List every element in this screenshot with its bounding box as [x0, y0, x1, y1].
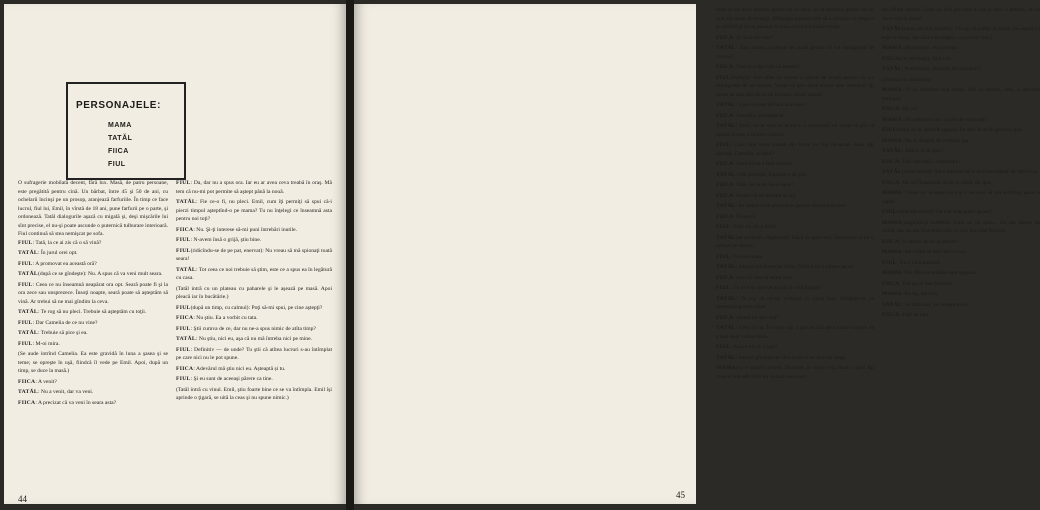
dialogue-text: : Mă priveşte. Înapoiat e să ştiu. [735, 171, 808, 178]
speaker-name: FIUL [176, 180, 191, 186]
speaker-name: FIUL [176, 346, 191, 353]
speaker-name: FIICA [716, 192, 734, 199]
speaker-name: TATĂL [716, 102, 736, 108]
speaker-name: TATĂL [176, 336, 196, 342]
dialogue-text: : Poftă bună. (Pauză). Nu mănânci? [901, 66, 982, 72]
speaker-name: FIICA [176, 226, 194, 233]
dialogue-line [18, 378, 168, 387]
stage-direction: O sufragerie mobilată decent, fără lux. Masă, de patru persoane, este pregătită pentru cină. Un bărbat, între 45 şi 50 de ani, cu ochelarii încinşi pe un prosop, aranjează farfuriile. În timp ce face lucrul, fiul lui, Emil, în vîrstă de 18 ani, pune farfurii pe o parte, şi ordonează. Tatăl dialogurile aşază cu migală şi, deşi mişcările lui sînt precise, el nu-şi poate ascunde o puternică tulburare interioară. Fiul continuă să stea nemişcat pe sofa. [18, 180, 168, 237]
dialogue-text: (după ce îşi aprinde ţigara): Eu ştiu ce ai de gînd să spui. [896, 127, 1024, 133]
dialogue-text: (dînd din umeri): Ce s-ar mai putea spune? [896, 209, 993, 215]
dialogue-line [882, 168, 1040, 177]
dialogue-line [882, 179, 1040, 188]
dialogue-text: (Tatăl intră cu un plateau cu paharele şi le aşează pe masă. Apoi pleacă iar în bucătărie.) [176, 285, 332, 300]
speaker-name: FIICA [716, 182, 734, 188]
dialogue-line [176, 335, 332, 344]
left-page-column-1 [18, 179, 168, 487]
speaker-name: MAMA [882, 291, 902, 297]
speaker-name: FIUL [176, 325, 191, 332]
speaker-name: TATĂL [176, 266, 196, 273]
speaker-name: FIICA [882, 158, 900, 165]
dialogue-line [716, 284, 874, 293]
dialogue-text: (pune cel mai dreptul): Vă rog să poftiţi la masă. (Se aşază cu toţii la masă, dar fără convingere, cu priviri fixe.) [882, 26, 1040, 41]
dialogue-line [176, 365, 332, 374]
dialogue-text: : Nu. Mă-am stabilit asta singură. [901, 270, 977, 276]
dialogue-text: : Cine ţi-a dat voie să întrebi? [733, 64, 800, 70]
dialogue-line [882, 280, 1040, 289]
dialogue-line [18, 239, 168, 248]
dialogue-line [882, 290, 1040, 299]
dialogue-text: : Adică ce să spui? [901, 148, 944, 154]
dialogue-text: (către mama): Nu e necesar să te dezvinovăţeşti de faţă cu ei. [901, 169, 1039, 175]
dialogue-text: : Nu ştiu, nici eu, aşa că nu mă întreba nici pe mine. [195, 336, 312, 342]
dialogue-line [716, 202, 874, 211]
dialogue-line [176, 266, 332, 283]
dialogue-line [716, 343, 874, 352]
dialogue-text: : Emil, ce-ai spus tu acum e o minciună; eu vreau să ştii că mama ta este o femeie cinstită. [716, 123, 874, 138]
dialogue-text: : Nu aşteptăm nici un fel de explicaţii. [901, 116, 988, 123]
cast-list-title: PERSONAJELE: [76, 100, 161, 111]
speaker-name: TATĂL [716, 264, 736, 270]
dialogue-line [176, 247, 332, 264]
dialogue-text: : Tata, mama a plecat de acasă pentru că s-a îndrăgostit de cineva? [716, 45, 874, 60]
dialogue-line [716, 6, 874, 32]
dialogue-line [716, 295, 874, 312]
dialogue-line [176, 314, 332, 323]
dialogue-text: (Se aude intrînd Camelia. Ea este gravidă în luna a şasea şi se teme; se opreşte în uşă, fiindcă îl vede pe Emil. Apoi, după un timp, se duce la masă.) [18, 351, 168, 374]
speaker-name: FIUL [716, 253, 731, 260]
speaker-name: FIUL [18, 281, 33, 288]
cast-member: FIUL [108, 161, 126, 168]
speaker-name: TATĂL [716, 234, 736, 241]
dialogue-text: : Nu ai dreptul să vorbeşti aşa. [901, 137, 970, 144]
dialogue-line [882, 6, 1040, 23]
dialogue-text: : Nu. Şi-ţi interese să-mi puni întrebări inutile. [193, 226, 297, 233]
cast-list-box [66, 82, 186, 180]
speaker-name: FIUL [176, 237, 191, 243]
dialogue-text: : Şi eu sunt de aceeaşi părere ca tine. [190, 376, 273, 382]
dialogue-line [882, 311, 1040, 320]
dialogue-line [882, 189, 1040, 206]
dialogue-line [18, 319, 168, 328]
right-page-column-1 [716, 6, 874, 486]
dialogue-line [716, 263, 874, 272]
dialogue-line [18, 350, 168, 376]
dialogue-text: : Nu mă doare. [730, 253, 764, 260]
dialogue-text: : A venit? [35, 378, 57, 385]
dialogue-line [716, 63, 874, 72]
dialogue-line [18, 281, 168, 307]
dialogue-line [716, 122, 874, 139]
dialogue-text: : De ce? [899, 106, 918, 112]
speaker-name: TATĂL [716, 354, 736, 361]
dialogue-line [716, 160, 874, 169]
dialogue-line [882, 158, 1040, 167]
dialogue-text: : Da, dar nu a spus ora. Iar eu ar avea ceva treabă în oraş. Mă tem că nu-mi pot permite să aştept până la nouă. [176, 180, 332, 195]
left-page-column-2 [176, 179, 332, 487]
dialogue-line [716, 44, 874, 61]
speaker-name: MAMA [882, 219, 902, 226]
speaker-name: FIUL [176, 376, 191, 382]
speaker-name: FIUL [18, 340, 33, 347]
cast-member: MAMA [108, 122, 132, 129]
dialogue-text: (se gîndeşte, îngrijorat): Dacă ai spus asta, înseamnă că nu o iubeşti pe mama. [716, 234, 874, 249]
page-number-left: 44 [18, 494, 27, 504]
speaker-name: FIICA [176, 365, 194, 372]
speaker-name: TATĂL [176, 199, 196, 205]
dialogue-text: (ridicîndu-se de pe pat, enervat): Nu vreau să mă spionaţi toată seara! [176, 247, 332, 262]
dialogue-line [882, 147, 1040, 156]
page-number-right: 45 [676, 490, 685, 500]
dialogue-text: : În jurul orei opt. [37, 250, 78, 256]
dialogue-line [176, 179, 332, 196]
dialogue-text: : M-oi mira. [32, 340, 60, 347]
speaker-name: TATĂL [18, 330, 38, 336]
dialogue-line [716, 112, 874, 121]
dialogue-text: : Şi dacă nu vine? [733, 34, 774, 41]
speaker-name: FIICA [18, 378, 36, 385]
speaker-name: MAMA [716, 365, 736, 371]
speaker-name: TATĂL [716, 325, 736, 331]
speaker-name: FIUL [716, 142, 731, 148]
dialogue-line [176, 236, 332, 245]
dialogue-text: : Mulţumesc, eu nu beau. [901, 45, 959, 51]
dialogue-line [716, 74, 874, 100]
speaker-name: TATĂL [716, 123, 736, 129]
dialogue-line [716, 171, 874, 180]
speaker-name: FIUL [716, 74, 731, 81]
dialogue-text: : Tată, de ce nu ne-ai spus? [733, 182, 794, 188]
speaker-name: FIUL [716, 224, 731, 230]
dialogue-text: : Tu ai fost oare de acord să vină înapoi? [730, 285, 822, 291]
dialogue-line [882, 248, 1040, 257]
dialogue-text: : Am venit să mă văd cu voi. [901, 249, 966, 255]
dialogue-text: : Adevărul mă ştiu nici eu. Așteaptă și tu. [193, 365, 286, 372]
dialogue-line [716, 141, 874, 158]
dialogue-line [18, 260, 168, 269]
dialogue-line [882, 105, 1040, 114]
dialogue-text: : N-avem însă o grijă, ştiu bine. [190, 237, 262, 243]
speaker-name: TATĂL [882, 66, 902, 72]
speaker-name: MAMA [882, 249, 902, 255]
dialogue-text: : Ştiu că vine în seara asta. [733, 274, 793, 281]
speaker-name: TATĂL [882, 169, 902, 175]
dialogue-text: (Tatăl intră cu vinul. Emil, ştiu foarte bine ce se va întîmpla. Emil îşi aprinde o ţigară, se uită la ceas şi nu spune nimic.) [176, 386, 332, 401]
dialogue-text: : Faţă de tata [899, 312, 929, 318]
dialogue-line [176, 226, 332, 235]
dialogue-text: (trăgîndu-şi sufletul): Cum să vă spun... Eu am plecat de acasă, dar nu am fost nefericită cu voi. Am fost fericită. [882, 219, 1040, 234]
dialogue-text: : De ce? Înseamnă că nu ai nimic de spus. [899, 179, 993, 186]
dialogue-line [18, 388, 168, 397]
dialogue-line [882, 44, 1040, 53]
dialogue-line [176, 375, 332, 384]
dialogue-text: : Fiul aşteaptă o explicaţie? [899, 158, 961, 165]
speaker-name: FIICA [716, 34, 734, 41]
dialogue-text: : Cred că nu a fost nimeni. [733, 161, 793, 167]
right-page-column-2 [882, 6, 1040, 486]
left-page [4, 4, 346, 504]
speaker-name: TATĂL [882, 148, 902, 154]
dialogue-text: : Asta e tot ce a luat? [730, 344, 778, 350]
dialogue-text: buie să vii dacă aceasta pentru ea ce face. Şi se întoarce pentru că nu mai are unde să meargă. Obligaţia noastră este să o primim cu respect şi căldură şi să ne purtăm frumos cu ea (cu bunăvoinţă). [716, 7, 874, 30]
speaker-name: TATĂL [882, 301, 902, 308]
dialogue-line [882, 269, 1040, 278]
dialogue-line [882, 219, 1040, 236]
speaker-name: FIICA [882, 55, 900, 62]
dialogue-line [716, 274, 874, 283]
dialogue-line [882, 137, 1040, 146]
dialogue-text: : O să mîncăm mai tîrziu. Hai să facem, întîi, o discuţie serioasă. [882, 87, 1040, 102]
dialogue-line [882, 55, 1040, 64]
speaker-name: FIUL [882, 259, 897, 266]
dialogue-line [882, 65, 1040, 74]
dialogue-line [176, 325, 332, 334]
dialogue-text: : Atunci gîndeşte-te. Am avut cu ea discuţii lungi. [735, 354, 847, 361]
speaker-name: FIUL [18, 319, 33, 326]
dialogue-text: : Ar trebui să te pălmuiesc pentru obrăznicia asta. [735, 203, 847, 209]
dialogue-line [882, 208, 1040, 217]
speaker-name: FIICA [176, 315, 194, 321]
speaker-name: FIUL [18, 260, 33, 267]
dialogue-text: : Atunci mă doare pe mine, fiindcă eu o iubesc pe ea. [735, 264, 855, 270]
dialogue-line [882, 238, 1040, 247]
dialogue-text: : Nu a venit, dar va veni. [37, 389, 94, 395]
speaker-name: FIUL [716, 344, 731, 350]
dialogue-line [716, 354, 874, 363]
speaker-name: MAMA [882, 190, 902, 196]
speaker-name: FIICA [716, 161, 734, 167]
dialogue-line [882, 116, 1040, 125]
speaker-name: FIICA [716, 64, 734, 70]
speaker-name: FIICA [882, 179, 900, 186]
dialogue-text: (cu reticenţă): Nici noi. [899, 55, 952, 62]
speaker-name: TATĂL [18, 389, 38, 395]
dialogue-text: : Cele mai bune mame din lume nu fug de-acasă după alţi bărbaţi. Camelia, ce spui? [716, 142, 874, 157]
speaker-name: TATĂL [716, 203, 736, 209]
speaker-name: TATĂL [716, 171, 736, 178]
dialogue-text: (după un timp, cu calmul): Poţi să-mi spui, pe cine aştepţi? [190, 304, 323, 311]
dialogue-text: : Ştii cumva de ce, dar nu ne-a spus nimic de atîta timp? [190, 325, 316, 332]
dialogue-text: : A promovat ea această oră? [32, 260, 97, 267]
speaker-name: TATĂL [18, 271, 38, 277]
dialogue-line [176, 198, 332, 224]
speaker-name: TATĂL [716, 45, 736, 51]
dialogue-text: (cu o uşoară ironie): Doamne, ce mari v-aţi făcut, copii! Aţi crescut într-atît încît nu vă mai recunosc. [716, 365, 874, 380]
dialogue-text: : Cred că da. În orice caz, a plecat fără prea multe lucruri, ea a luat doar valiza mică. [716, 325, 874, 340]
dialogue-line [18, 249, 168, 258]
dialogue-text: : A precizat că va veni în seara asta? [35, 399, 117, 406]
dialogue-line [716, 314, 874, 323]
speaker-name: FIICA [882, 312, 900, 318]
dialogue-text: : Fie ce-o fi, nu pleci. Emil, cum îţi permiţi să spui că-i pierzi timpul aşteptînd-o pe mama? Tu nu înţelegi ce înseamnă asta pentru noi toţi? [176, 199, 332, 222]
speaker-name: FIUL [716, 285, 731, 291]
dialogue-line [882, 76, 1040, 85]
speaker-name: FIICA [882, 238, 900, 245]
dialogue-text: : Să mîncăm. Se răceşte totul. [901, 301, 969, 308]
dialogue-line [18, 308, 168, 317]
dialogue-line [176, 346, 332, 363]
book-gutter [346, 0, 354, 510]
dialogue-text: : Încearcă. [733, 213, 757, 220]
speaker-name: FIICA [882, 106, 900, 112]
dialogue-text: : Tată, nu mi-e frică! [730, 224, 777, 230]
dialogue-line [176, 304, 332, 313]
dialogue-text: : Te rog să nu-mi vorbeşti cu tonul ăsta. Gîndeşte-te ce înseamnă pentru mine. [716, 295, 874, 310]
speaker-name: TATĂL [18, 250, 38, 256]
dialogue-text: (îndîrjit): Am aflat că mama a plecat de acasă pentru că s-a îndrăgostit de un bărbat. Vreau să ştiu dacă acesta este adevărul. Şi vreau să mai ştiu de ce ne întoarce acum înapoi. [716, 74, 874, 98]
dialogue-line [18, 340, 168, 349]
dialogue-line [716, 34, 874, 43]
dialogue-text: : Mama nu are chei? [733, 314, 780, 321]
dialogue-text: : Definitiv — de unde? Tu ştii că atîtea lucruri s-au întîmplat pe care nici nu le pot spune. [176, 346, 332, 361]
dialogue-text: : Cum a putut să facă asa ceva? [735, 102, 806, 108]
dialogue-text: : Nu ştiu. Ea a vorbit cu tata. [193, 315, 258, 321]
speaker-name: FIUL [176, 304, 191, 311]
dialogue-text: tor. (Bate atentă). Emil îşi lasă privirea în jos şi tace. Camelia, de ce nu te uiţi la mine? [882, 7, 1040, 22]
dialogue-text: : Pentru că nu meritai să ştii. [733, 192, 798, 199]
speaker-name: FIUL [18, 239, 33, 246]
dialogue-line [18, 270, 168, 279]
dialogue-text: : Nu e vina noastră. [896, 259, 941, 266]
speaker-name: FIUL [176, 247, 191, 254]
speaker-name: FIUL [882, 209, 897, 215]
speaker-name: MAMA [882, 87, 902, 93]
dialogue-line [716, 101, 874, 110]
dialogue-line [176, 386, 332, 403]
speaker-name: FIICA [716, 314, 734, 321]
dialogue-line [18, 399, 168, 408]
speaker-name: MAMA [882, 45, 902, 51]
dialogue-text: : Ceea ce nu înseamnă neapărat ora opt. Seară poate fi şi la ora zece sau unsprezece. Însoţi noapte, seară poate să aşteptăm să vină. Ar trebui să ne mai gîndim la ceva. [18, 281, 168, 305]
dialogue-text: : Vreau să vă spun ceva şi e necesar să mă ascultaţi până la capăt. [882, 190, 1040, 205]
dialogue-text: : Dar Camelia de ce nu vine? [32, 319, 98, 326]
speaker-name: TATĂL [882, 26, 902, 32]
dialogue-text: (Nimeni nu mănâncă) [882, 76, 931, 83]
dialogue-line [716, 223, 874, 232]
speaker-name: FIUL [882, 127, 897, 133]
speaker-name: FIICA [716, 213, 734, 220]
speaker-name: MAMA [882, 137, 902, 144]
dialogue-text: : Tată, la ce ai zis că o să vină? [32, 239, 102, 246]
dialogue-text: : Trebuie să pice şi ea. [37, 330, 88, 336]
right-page [354, 4, 1040, 504]
dialogue-line [716, 192, 874, 201]
dialogue-text: : Camelia, linişteşte-te. [733, 112, 785, 119]
dialogue-text: : Ba da, am fost. [901, 291, 939, 297]
dialogue-line [716, 234, 874, 251]
speaker-name: TATĂL [716, 295, 736, 302]
dialogue-text: : Şi atunci de ce ai plecat? [899, 238, 958, 245]
dialogue-text: : Dar nu ai fost fericită? [899, 280, 953, 287]
dialogue-line [716, 324, 874, 341]
dialogue-line [716, 253, 874, 262]
cast-member: TATĂL [108, 135, 133, 142]
dialogue-line [716, 364, 874, 381]
speaker-name: FIICA [716, 274, 734, 281]
dialogue-line [716, 181, 874, 190]
speaker-name: FIICA [18, 399, 36, 406]
cast-member: FIICA [108, 148, 129, 155]
dialogue-text: : Tot ceea ce noi trebuie să ştim, este ce a spus ea în legătură cu casa. [176, 266, 332, 281]
dialogue-text: (după ce se gîndeşte): Nu. A spus că va veni mult seara. [37, 271, 163, 277]
speaker-name: FIICA [882, 280, 900, 287]
dialogue-line [882, 259, 1040, 268]
dialogue-line [882, 126, 1040, 135]
speaker-name: MAMA [882, 116, 902, 123]
speaker-name: MAMA [882, 270, 902, 276]
dialogue-line [882, 25, 1040, 42]
speaker-name: FIICA [716, 112, 734, 119]
dialogue-line [716, 213, 874, 222]
speaker-name: TATĂL [18, 309, 38, 315]
dialogue-line [176, 285, 332, 302]
dialogue-line [18, 329, 168, 338]
dialogue-text: : Te rog să nu pleci. Trebuie să aşteptăm cu toţii. [37, 309, 147, 315]
dialogue-line [882, 301, 1040, 310]
dialogue-line [882, 86, 1040, 103]
